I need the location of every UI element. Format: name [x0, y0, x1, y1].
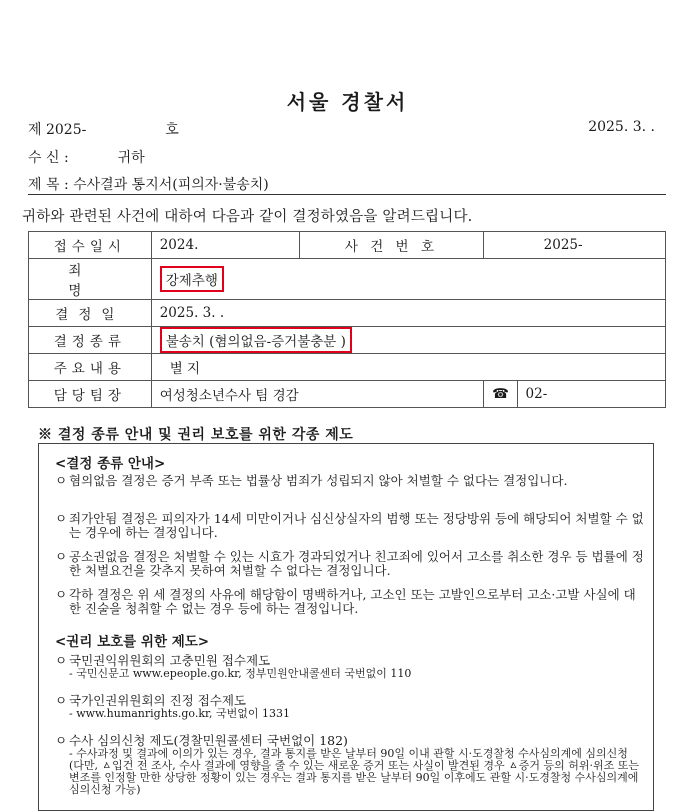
subject-value: 수사결과 통지서(피의자·불송치): [73, 177, 269, 193]
phone-value: 02-: [517, 381, 665, 408]
header-divider: [28, 194, 666, 195]
case-number-value: 2025-: [483, 232, 665, 259]
table-row: [29, 354, 666, 381]
receipt-date-value: 2024.: [151, 232, 299, 259]
phone-icon: ☎: [483, 381, 517, 408]
decision-date-value: 2025. 3. .: [151, 300, 665, 327]
crime-value: 강제추행: [160, 266, 224, 292]
officer-label: 담당팀장: [29, 381, 152, 408]
table-row: [29, 259, 666, 300]
decision-type-value: 불송치 (혐의없음-증거불충분 ): [160, 327, 352, 353]
document-title: 서울 경찰서: [286, 90, 409, 114]
decision-type-label: 결정종류: [29, 327, 152, 354]
case-number-label: 사 건 번 호: [300, 232, 484, 259]
decision-type-text: 공소권없음 결정은 처벌할 수 있는 시효가 경과되었거나 친고죄에 있어서 고소를 취소한 경우 등 법률에 정한 처벌요건을 갖추지 못하여 처벌할 수 없다는 결정입니다.: [69, 549, 644, 578]
table-row: [29, 327, 666, 354]
intro-text: 귀하와 관련된 사건에 대하여 다음과 같이 결정하였음을 알려드립니다.: [22, 209, 473, 225]
bullet: ㅇ: [55, 653, 68, 668]
crime-label: 죄 명: [29, 259, 152, 300]
rights-detail: - 국민신문고 www.epeople.go.kr, 정부민원안내콜센터 국번없이 110: [69, 667, 412, 680]
subject-line: [28, 174, 269, 194]
rights-main: 국민권익위원회의 고충민원 접수제도: [69, 653, 271, 668]
bullet: ㅇ: [55, 693, 68, 708]
table-row: [29, 381, 666, 408]
decision-date-label: 결정일: [29, 300, 152, 327]
main-content-label: 주요내용: [29, 354, 152, 381]
case-info-table: [28, 231, 666, 408]
receipt-date-label: 접수일시: [29, 232, 152, 259]
list-item: [55, 734, 645, 796]
decision-types-title: <결정 종류 안내>: [55, 456, 166, 472]
subject-label: 제 목 :: [28, 177, 69, 193]
list-item: [55, 474, 645, 488]
list-item: [55, 588, 645, 616]
list-item: [55, 512, 645, 540]
table-row: [29, 232, 666, 259]
guide-box: [38, 443, 654, 811]
list-item: [55, 694, 645, 720]
guide-section-title: ※ 결정 종류 안내 및 권리 보호를 위한 각종 제도: [38, 427, 354, 443]
bullet: ㅇ: [55, 549, 68, 564]
rights-title: <권리 보호를 위한 제도>: [55, 634, 210, 650]
decision-type-text: 죄가안됨 결정은 피의자가 14세 미만이거나 심신상실자의 범행 또는 정당방위 등에 해당되어 처벌할 수 없는 경우에 하는 결정입니다.: [69, 511, 644, 540]
decision-type-text: 각하 결정은 위 세 결정의 사유에 해당함이 명백하거나, 고소인 또는 고발인으로부터 고소·고발 사실에 대한 진술을 청취할 수 없는 경우 등에 하는 결정입니다.: [69, 587, 636, 616]
bullet: ㅇ: [55, 511, 68, 526]
recipient-value: 귀하: [117, 150, 145, 166]
bullet: ㅇ: [55, 587, 68, 602]
main-content-value: 별 지: [151, 354, 665, 381]
rights-detail: - www.humanrights.go.kr, 국번없이 1331: [69, 707, 291, 720]
number-prefix: 제 2025-: [28, 122, 87, 138]
table-row: [29, 300, 666, 327]
list-item: [55, 550, 645, 578]
recipient-label: 수 신 :: [28, 150, 69, 166]
rights-main: 국가인권위원회의 진정 접수제도: [69, 693, 246, 708]
bullet: ㅇ: [55, 473, 68, 488]
document-number: [28, 119, 179, 139]
number-suffix: 호: [165, 122, 179, 138]
rights-main: 수사 심의신청 제도(경찰민원콜센터 국번없이 182): [69, 733, 348, 748]
officer-value: 여성청소년수사 팀 경감: [151, 381, 483, 408]
rights-detail: - 수사과정 및 결과에 이의가 있는 경우, 결과 통지를 받은 날부터 90일 이내 관할 시·도경찰청 수사심의계에 심의신청 (다만, ㅿ입건 전 조사, 수사 결과에 영향을 줄 수 있는 새로운 증거 또는 사실이 발견된 경우 ㅿ증거 등의 허위·위조 또는 변조를 인정할 만한 상당한 정황이 있는 경우는 결과 통지를 받은 날부터 90일 이후에도 관할 시·도경찰청 수사심의계에 심의신청 가능): [69, 747, 640, 796]
list-item: [55, 654, 645, 680]
decision-type-text: 혐의없음 결정은 증거 부족 또는 법률상 범죄가 성립되지 않아 처벌할 수 없다는 결정입니다.: [69, 473, 568, 488]
recipient-line: [28, 147, 145, 167]
document-date: 2025. 3. .: [588, 119, 655, 135]
bullet: ㅇ: [55, 733, 68, 748]
